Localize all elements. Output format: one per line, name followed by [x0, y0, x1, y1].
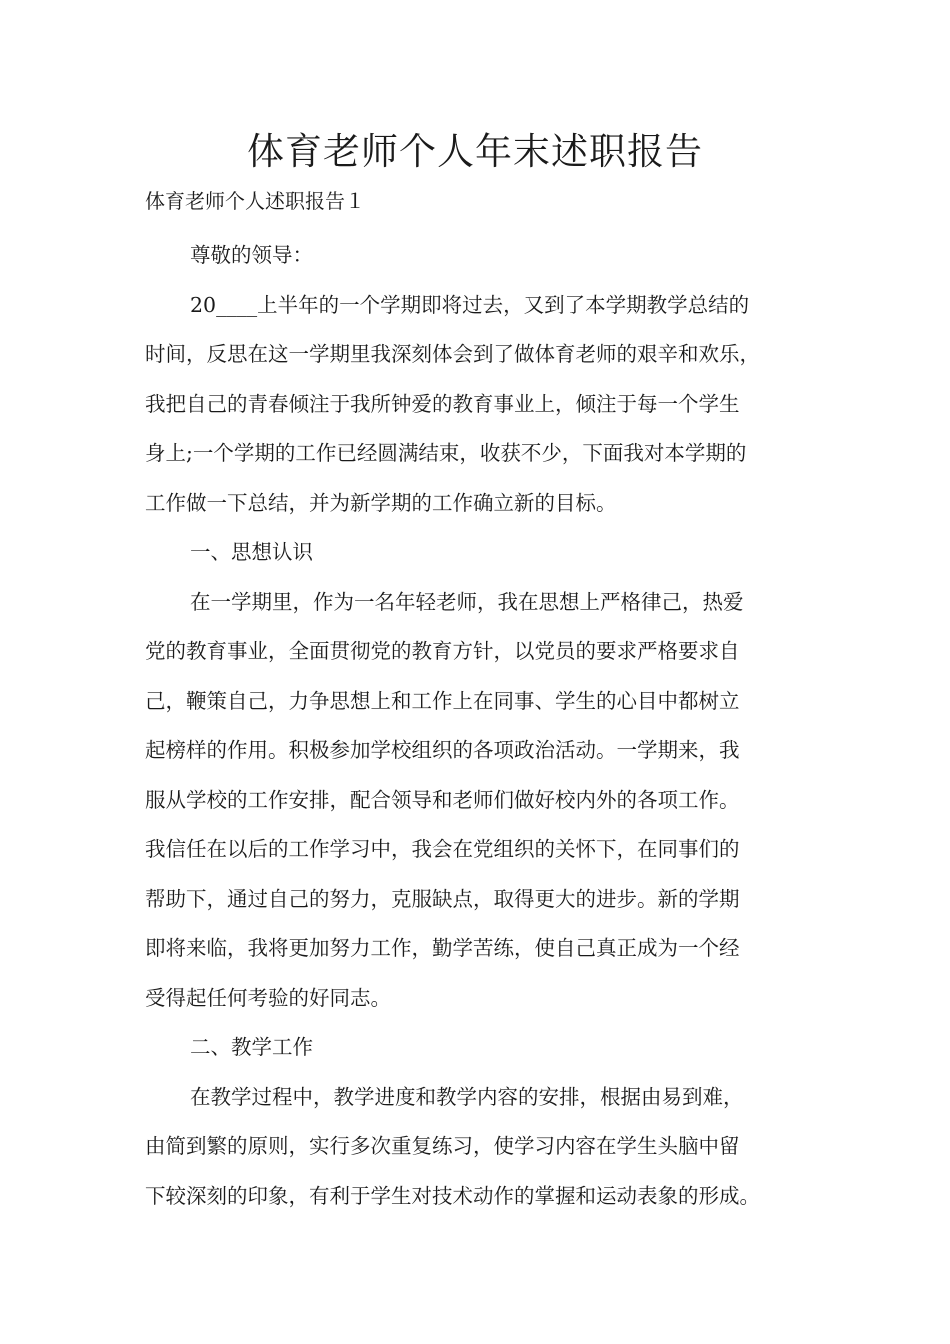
- text-line: 一、思想认识: [190, 540, 313, 564]
- text-line: 党的教育事业，全面贯彻党的教育方针，以党员的要求严格要求自: [145, 639, 740, 663]
- document-title: 体育老师个人年末述职报告: [247, 130, 703, 173]
- text-line: 下较深刻的印象，有利于学生对技术动作的掌握和运动表象的形成。: [145, 1183, 760, 1208]
- text-line: 帮助下，通过自己的努力，克服缺点，取得更大的进步。新的学期: [145, 886, 740, 911]
- text-line: 工作做一下总结，并为新学期的工作确立新的目标。: [145, 490, 617, 515]
- text-line: 我把自己的青春倾注于我所钟爱的教育事业上，倾注于每一个学生: [145, 391, 740, 416]
- text-line: 受得起任何考验的好同志。: [145, 985, 391, 1010]
- text-line: 即将来临，我将更加努力工作，勤学苦练，使自己真正成为一个经: [145, 936, 740, 960]
- text-line: 二、教学工作: [190, 1035, 313, 1059]
- text-line: 服从学校的工作安排，配合领导和老师们做好校内外的各项工作。: [145, 787, 740, 812]
- text-line: 尊敬的领导：: [190, 243, 313, 267]
- text-line: 己，鞭策自己，力争思想上和工作上在同事、学生的心目中都树立: [145, 688, 740, 713]
- text-line: 在一学期里，作为一名年轻老师，我在思想上严格律己，热爱: [190, 589, 744, 614]
- text-line: 由简到繁的原则，实行多次重复练习，使学习内容在学生头脑中留: [145, 1134, 740, 1158]
- text-line: 身上;一个学期的工作已经圆满结束，收获不少，下面我对本学期的: [145, 441, 747, 465]
- text-line: 在教学过程中，教学进度和教学内容的安排，根据由易到难，: [190, 1084, 744, 1109]
- document-body: [145, 231, 825, 1221]
- document-subtitle: 体育老师个人述职报告１: [145, 189, 365, 213]
- text-line: 20____上半年的一个学期即将过去，又到了本学期教学总结的: [190, 292, 750, 317]
- text-line: 我信任在以后的工作学习中，我会在党组织的关怀下，在同事们的: [145, 837, 740, 861]
- text-line: 时间，反思在这一学期里我深刻体会到了做体育老师的艰辛和欢乐，: [145, 342, 760, 366]
- text-line: 起榜样的作用。积极参加学校组织的各项政治活动。一学期来，我: [145, 738, 740, 762]
